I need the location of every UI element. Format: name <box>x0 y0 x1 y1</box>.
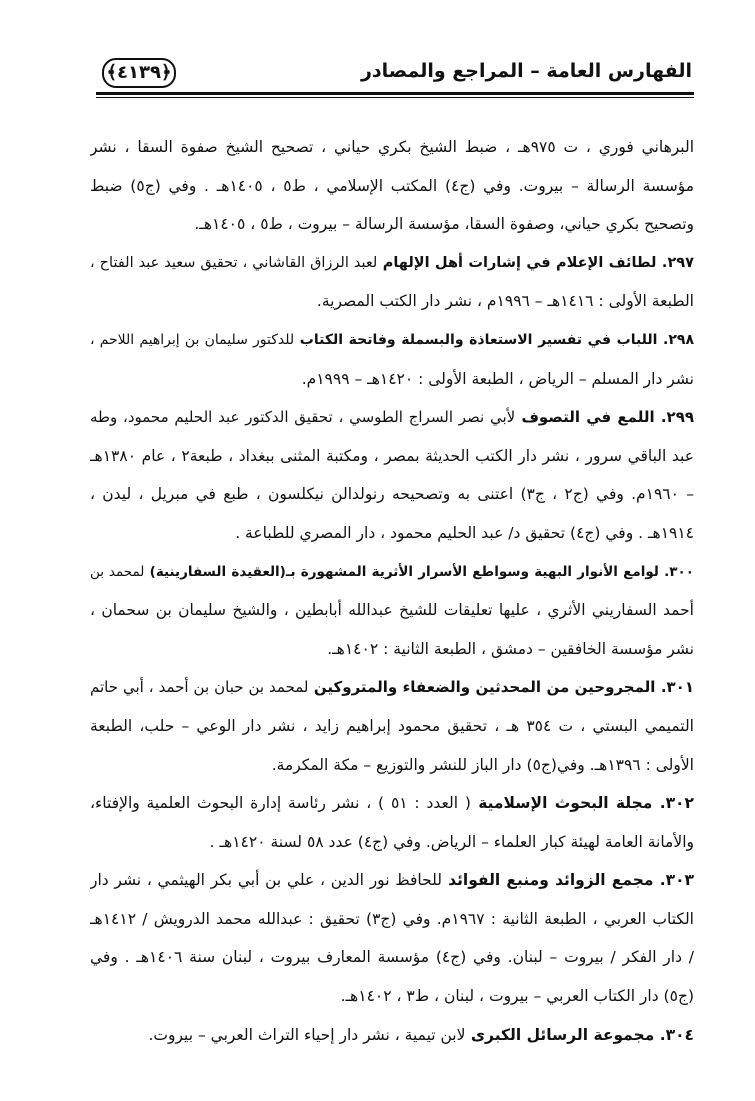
text-line <box>90 823 694 862</box>
header-rule <box>96 92 694 95</box>
reference-text: لمحمد بن <box>90 563 145 580</box>
text-line <box>90 205 694 244</box>
reference-text: / دار الفكر / بيروت – لبنان. وفي (ج٤) مؤسسة المعارف بيروت ، لبنان سنة ١٤٠٦هـ . وفي <box>90 948 694 967</box>
header-rule-thin <box>96 97 694 98</box>
reference-title: ٣٠١. المجروحين من المحدثين والضعفاء والمتروكين <box>308 678 694 697</box>
text-line <box>90 244 694 283</box>
text-line <box>90 900 694 939</box>
reference-text: لمحمد بن حبان بن أحمد ، أبي حاتم <box>90 678 309 697</box>
reference-text: نشر دار المسلم – الرياض ، الطبعة الأولى : ١٤٢٠هـ – ١٩٩٩م. <box>301 369 694 388</box>
text-line <box>90 746 694 785</box>
text-line <box>90 707 694 746</box>
text-line <box>90 360 694 399</box>
header-title: الفهارس العامة – المراجع والمصادر <box>360 60 692 82</box>
text-line <box>90 437 694 476</box>
reference-title: ٢٩٩. اللمع في التصوف <box>515 408 694 427</box>
reference-text: الطبعة الأولى : ١٤١٦هـ – ١٩٩٦م ، نشر دار الكتب المصرية. <box>316 292 694 311</box>
reference-text: للدكتور سليمان بن إبراهيم اللاحم ، <box>90 331 295 348</box>
reference-text: لأبي نصر السراج الطوسي ، تحقيق الدكتور عبد الحليم محمود، وطه <box>90 408 516 427</box>
text-line <box>90 591 694 630</box>
text-line <box>90 128 694 167</box>
text-line <box>90 938 694 977</box>
reference-text: (ج٥) دار الكتاب العربي – بيروت ، لبنان ، ط٣ ، ١٤٠٢هـ. <box>340 987 694 1006</box>
text-line <box>90 398 694 437</box>
text-line <box>90 514 694 553</box>
text-line <box>90 553 694 592</box>
reference-text: ١٩١٤هـ . وفي (ج٤) تحقيق د/ عبد الحليم محمود ، دار المصري للطباعة . <box>235 523 694 542</box>
reference-text: البرهاني فوري ، ت ٩٧٥هـ ، ضبط الشيخ بكري حياني ، تصحيح الشيخ صفوة السقا ، نشر <box>90 138 694 156</box>
reference-title: ٣٠٢. مجلة البحوث الإسلامية <box>470 794 694 813</box>
reference-text: الأولى : ١٣٩٦هـ. وفي(ج٥) دار الباز للنشر والتوزيع – مكة المكرمة. <box>271 755 694 774</box>
text-line <box>90 167 694 206</box>
reference-title: ٢٩٨. اللباب في تفسير الاستعاذة والبسملة وفاتحة الكتاب <box>294 331 694 348</box>
reference-text: ( العدد : ٥١ ) ، نشر رئاسة إدارة البحوث العلمية والإفتاء، <box>90 794 471 813</box>
reference-text: نشر مؤسسة الخافقين – دمشق ، الطبعة الثانية : ١٤٠٢هـ. <box>327 639 694 658</box>
text-line <box>90 977 694 1016</box>
reference-title: ٣٠٣. مجمع الزوائد ومنبع الفوائد <box>441 871 694 890</box>
reference-title: ٣٠٠. لوامع الأنوار البهية وسواطع الأسرار الأثرية المشهورة بـ(العقيدة السفارينية) <box>144 563 694 580</box>
reference-text: أحمد السفاريني الأثري ، عليها تعليقات للشيخ عبدالله أبابطين ، والشيخ سليمان بن سحمان ، <box>90 601 694 620</box>
reference-text: للحافظ نور الدين ، علي بن أبي بكر الهيثمي ، نشر دار <box>90 871 442 890</box>
reference-text: – ١٩٦٠م. وفي (ج٢ ، ج٣) اعتنى به وتصحيحه رنولدالن نيكلسون ، طبع في مبريل ، ليدن ، <box>90 485 694 504</box>
reference-text: والأمانة العامة لهيئة كبار العلماء – الرياض. وفي (ج٤) عدد ٥٨ لسنة ١٤٢٠هـ . <box>209 832 694 851</box>
reference-text: عبد الباقي سرور ، نشر دار الكتب الحديثة بمصر ، ومكتبة المثنى ببغداد ، طبعة٢ ، عام ١٣٨٠هـ <box>90 446 694 465</box>
text-line <box>90 282 694 321</box>
reference-text: وتصحيح بكري حياني، وصفوة السقا، مؤسسة الرسالة – بيروت ، ط٥ ، ١٤٠٥هـ. <box>194 215 694 234</box>
text-line <box>90 321 694 360</box>
reference-text: لعبد الرزاق القاشاني ، تحقيق سعيد عبد الفتاح ، <box>90 254 378 271</box>
reference-title: ٢٩٧. لطائف الإعلام في إشارات أهل الإلهام <box>377 254 694 271</box>
text-line <box>90 1016 694 1055</box>
reference-text: مؤسسة الرسالة – بيروت. وفي (ج٤) المكتب الإسلامي ، ط٥ ، ١٤٠٥هـ . وفي (ج٥) ضبط <box>90 176 694 195</box>
references-list <box>90 128 694 1054</box>
text-line <box>90 668 694 707</box>
reference-text: الكتاب العربي ، الطبعة الثانية : ١٩٦٧م. وفي (ج٣) تحقيق : عبدالله محمد الدرويش / ١٤١٢هـ <box>90 909 694 928</box>
text-line <box>90 630 694 669</box>
page-header <box>96 56 694 96</box>
reference-text: لابن تيمية ، نشر دار إحياء التراث العربي – بيروت. <box>148 1025 466 1044</box>
text-line <box>90 475 694 514</box>
reference-text: التميمي البستي ، ت ٣٥٤ هـ ، تحقيق محمود إبراهيم زايد ، نشر دار الوعي – حلب، الطبعة <box>90 716 694 735</box>
reference-title: ٣٠٤. مجموعة الرسائل الكبرى <box>465 1025 694 1044</box>
text-line <box>90 784 694 823</box>
text-line <box>90 861 694 900</box>
page-number: ﴿٤١٣٩﴾ <box>102 58 176 88</box>
